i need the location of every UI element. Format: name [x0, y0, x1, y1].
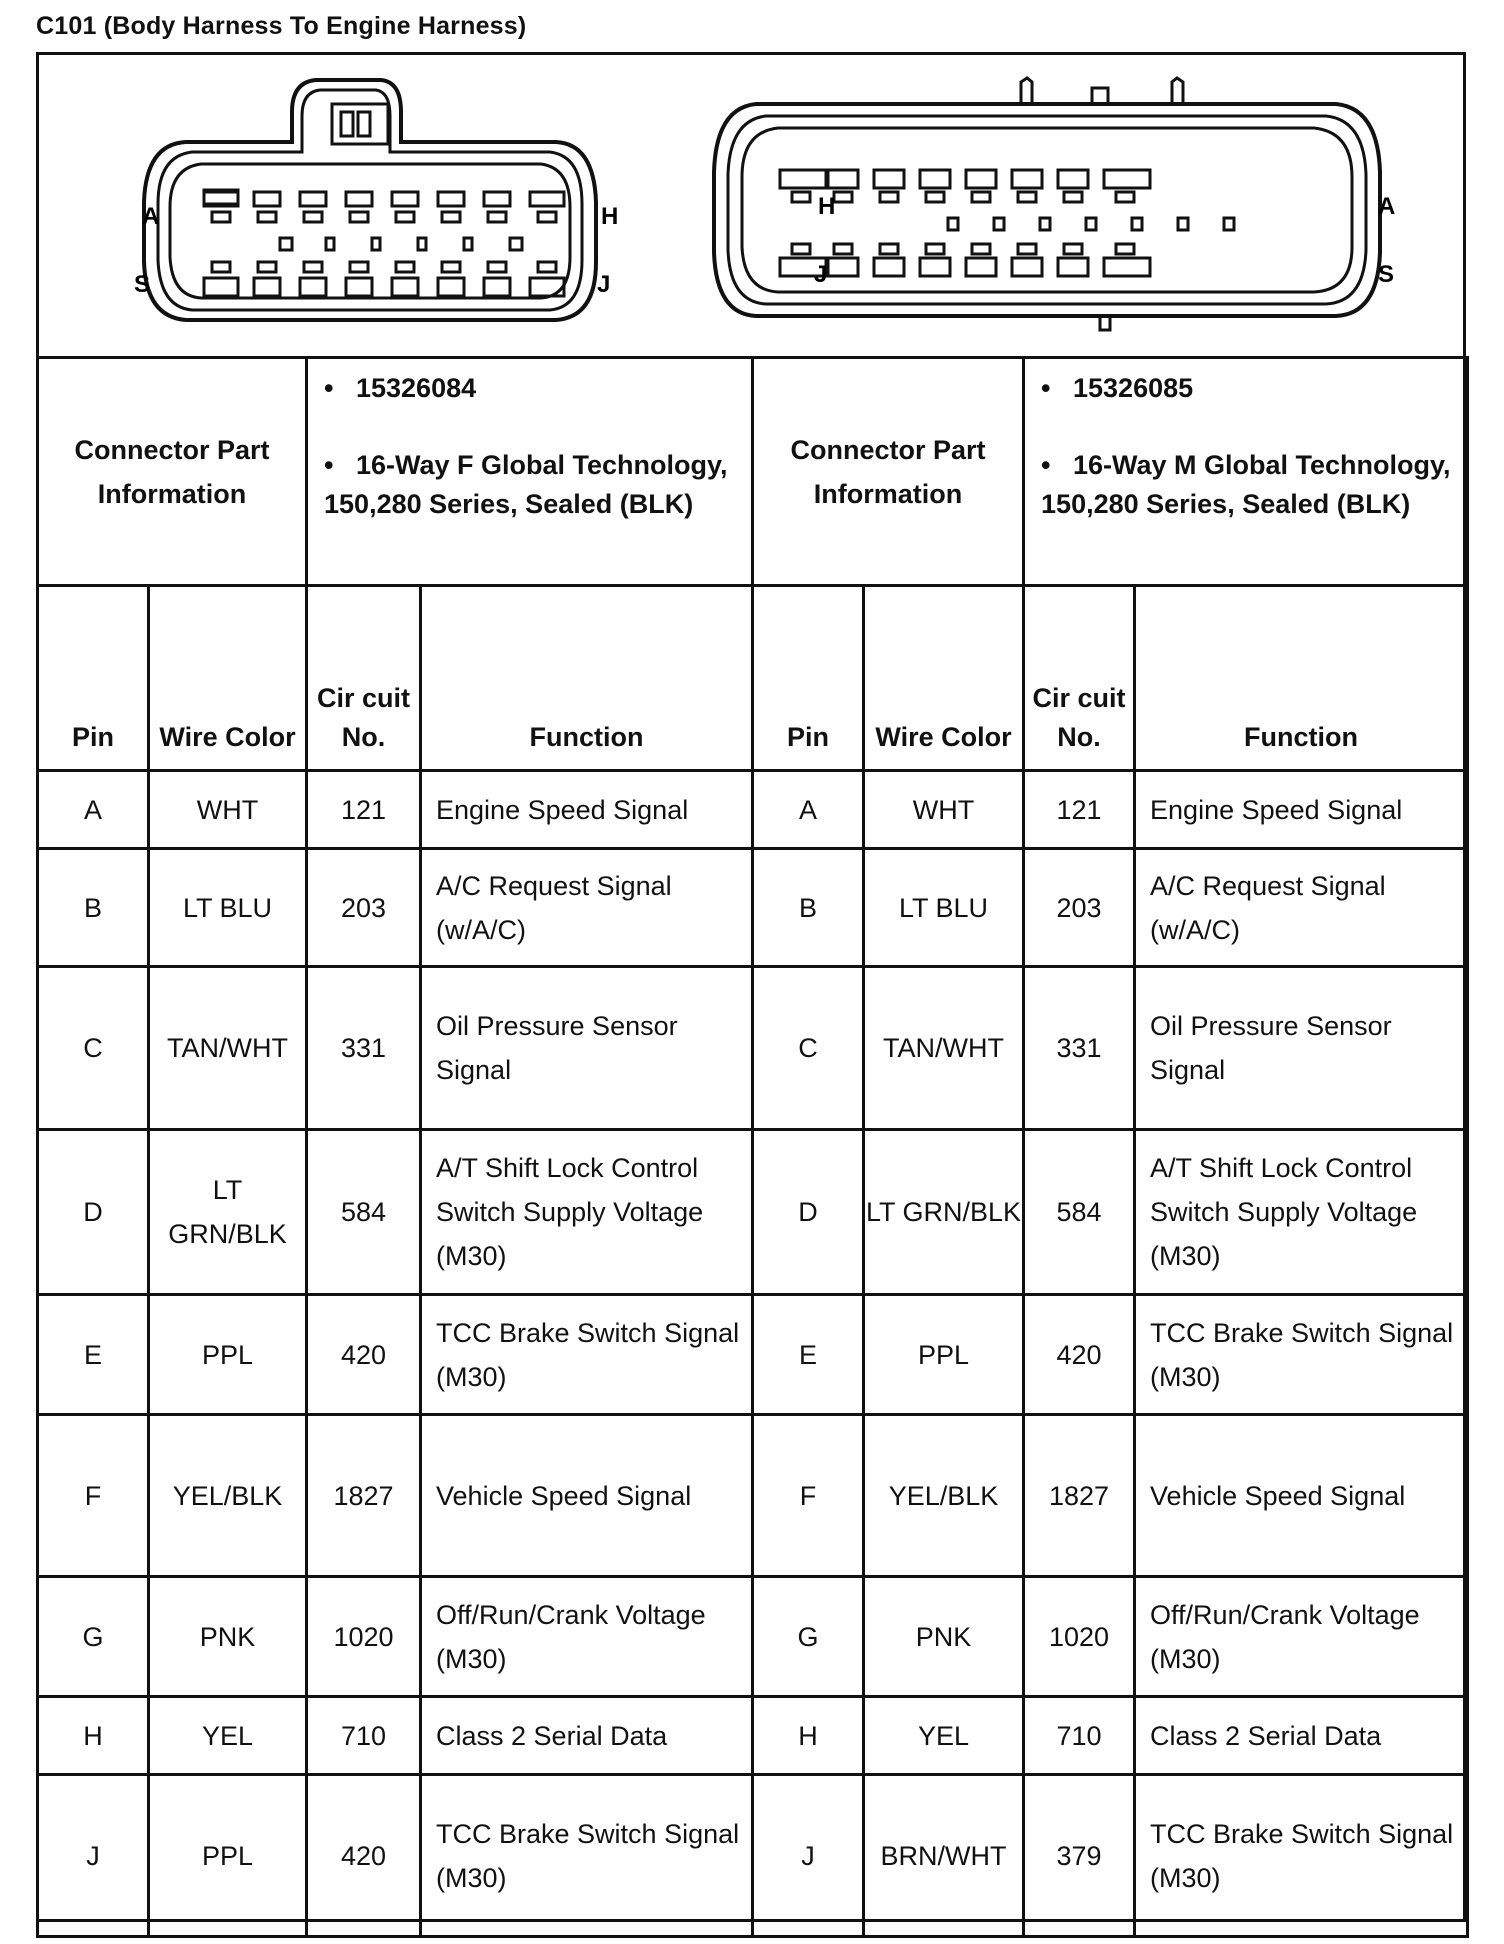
male-pin-label-h: H [818, 193, 836, 220]
cavity-pin-bottom [1064, 244, 1082, 254]
circuit-cell: 203 [307, 849, 421, 967]
male-pin-label-j: J [814, 261, 828, 288]
table-row [38, 1775, 1468, 1937]
cavity-mid [326, 238, 334, 250]
wire-color-cell: PPL [864, 1295, 1024, 1415]
pin-cell: F [753, 1415, 864, 1577]
circuit-cell: 1827 [1024, 1415, 1135, 1577]
cavity-bottom [920, 258, 950, 276]
cavity-bottom [1058, 258, 1088, 276]
function-cell: Off/Run/Crank Voltage (M30) [421, 1577, 753, 1697]
function-cell: TCC Brake Switch Signal (M30) [1135, 1775, 1468, 1937]
cavity-top [966, 170, 996, 188]
cavity-bottom [438, 278, 464, 296]
cavity-pin-top [304, 212, 322, 222]
male-pin-label-s: S [1378, 261, 1395, 288]
cavity-bottom [254, 278, 280, 296]
circuit-cell: 379 [1024, 1775, 1135, 1937]
female-pin-label-h: H [601, 203, 619, 230]
pin-cell: D [753, 1130, 864, 1295]
cavity-mid [280, 238, 292, 250]
cavity-pin-top [926, 192, 944, 202]
cavity-mid [994, 218, 1004, 230]
cavity-bottom [966, 258, 996, 276]
pin-cell: D [38, 1130, 149, 1295]
connector-diagrams [36, 52, 1466, 359]
cavity-bottom [530, 278, 564, 296]
pinout-table [36, 356, 1469, 1938]
function-cell: TCC Brake Switch Signal (M30) [1135, 1295, 1468, 1415]
cavity-mid [464, 238, 472, 250]
circuit-cell: 710 [1024, 1697, 1135, 1775]
cavity-bottom [204, 278, 238, 296]
header-circuit-no: Cir cuit No. [1024, 586, 1135, 771]
table-row [38, 1577, 1468, 1697]
wire-color-cell: WHT [864, 771, 1024, 849]
pin-cell: C [38, 967, 149, 1130]
cavity-bottom [874, 258, 904, 276]
connector-diagram-row [36, 52, 1466, 359]
cavity-pin-bottom [538, 262, 556, 272]
cavity-pin-bottom [258, 262, 276, 272]
circuit-cell: 331 [1024, 967, 1135, 1130]
cavity-pin-top [1018, 192, 1036, 202]
cavity-top [484, 192, 510, 206]
table-row [38, 849, 1468, 967]
pin-cell: A [38, 771, 149, 849]
cavity-pin-bottom [834, 244, 852, 254]
male-pin-label-a: A [1378, 193, 1396, 220]
cavity-mid [948, 218, 958, 230]
cavity-pin-top [442, 212, 460, 222]
cavity-pin-bottom [304, 262, 322, 272]
cavity-bottom [300, 278, 326, 296]
cavity-top [1058, 170, 1088, 188]
male-connector-drawing [714, 78, 1380, 330]
cavity-top [254, 192, 280, 206]
table-row [38, 1697, 1468, 1775]
cavity-top [920, 170, 950, 188]
function-cell: Vehicle Speed Signal [1135, 1415, 1468, 1577]
cavity-pin-top [1116, 192, 1134, 202]
cavity-bottom [484, 278, 510, 296]
wire-color-cell: YEL [864, 1697, 1024, 1775]
female-pin-label-a: A [142, 203, 160, 230]
connector-info-row [38, 358, 1468, 586]
cavity-pin-bottom [792, 244, 810, 254]
wire-color-cell: WHT [149, 771, 307, 849]
bullet: • [324, 450, 334, 480]
table-row [38, 771, 1468, 849]
pin-cell: G [753, 1577, 864, 1697]
connector-description-right: 16-Way M Global Technology, 150,280 Series, Sealed (BLK) [1041, 450, 1451, 519]
circuit-cell: 121 [307, 771, 421, 849]
pin-cell: J [38, 1775, 149, 1937]
connector-description-left: 16-Way F Global Technology, 150,280 Series, Sealed (BLK) [324, 450, 728, 519]
circuit-cell: 710 [307, 1697, 421, 1775]
function-cell: Engine Speed Signal [1135, 771, 1468, 849]
circuit-cell: 584 [307, 1130, 421, 1295]
cavity-mid [1132, 218, 1142, 230]
cavity-pin-top [880, 192, 898, 202]
cavity-bottom [1104, 258, 1150, 276]
cavity-top [780, 170, 826, 188]
pin-cell: B [38, 849, 149, 967]
cavity-top [300, 192, 326, 206]
pin-cell: F [38, 1415, 149, 1577]
cavity-pin-bottom [350, 262, 368, 272]
wire-color-cell: YEL/BLK [864, 1415, 1024, 1577]
part-number-left: 15326084 [355, 373, 477, 403]
function-cell: Vehicle Speed Signal [421, 1415, 753, 1577]
wire-color-cell: BRN/WHT [864, 1775, 1024, 1937]
circuit-cell: 1020 [1024, 1577, 1135, 1697]
function-cell: TCC Brake Switch Signal (M30) [421, 1775, 753, 1937]
table-row [38, 967, 1468, 1130]
table-row [38, 1130, 1468, 1295]
function-cell: A/C Request Signal (w/A/C) [421, 849, 753, 967]
cavity-pin-bottom [488, 262, 506, 272]
circuit-cell: 420 [1024, 1295, 1135, 1415]
header-circuit-no: Cir cuit No. [307, 586, 421, 771]
pin-cell: H [38, 1697, 149, 1775]
cavity-pin-bottom [1116, 244, 1134, 254]
cavity-mid [1086, 218, 1096, 230]
table-row [38, 1295, 1468, 1415]
cavity-pin-top [350, 212, 368, 222]
wire-color-cell: PNK [864, 1577, 1024, 1697]
function-cell: Oil Pressure Sensor Signal [421, 967, 753, 1130]
header-wire-color: Wire Color [864, 586, 1024, 771]
cavity-top [828, 170, 858, 188]
header-function: Function [1135, 586, 1468, 771]
function-cell: TCC Brake Switch Signal (M30) [421, 1295, 753, 1415]
wire-color-cell: YEL/BLK [149, 1415, 307, 1577]
cavity-pin-bottom [396, 262, 414, 272]
cavity-top [530, 192, 564, 206]
cavity-top [438, 192, 464, 206]
function-cell: A/C Request Signal (w/A/C) [1135, 849, 1468, 967]
bullet: • [324, 373, 334, 403]
document-title: C101 (Body Harness To Engine Harness) [36, 12, 527, 40]
female-pin-label-s: S [134, 271, 151, 298]
cavity-top [1104, 170, 1150, 188]
pin-cell: A [753, 771, 864, 849]
cavity-pin-top [258, 212, 276, 222]
wire-color-cell: TAN/WHT [864, 967, 1024, 1130]
cavity-mid [1040, 218, 1050, 230]
cavity-pin-bottom [442, 262, 460, 272]
connector-info-left [307, 358, 753, 586]
part-number-right: 15326085 [1073, 373, 1194, 403]
bullet: • [1041, 373, 1051, 403]
wire-color-cell: PPL [149, 1295, 307, 1415]
wire-color-cell: PPL [149, 1775, 307, 1937]
function-cell: A/T Shift Lock Control Switch Supply Voltage (M30) [1135, 1130, 1468, 1295]
cavity-pin-top [488, 212, 506, 222]
pin-cell: E [38, 1295, 149, 1415]
wire-color-cell: LT BLU [149, 849, 307, 967]
cavity-top [392, 192, 418, 206]
cavity-bottom [392, 278, 418, 296]
cavity-mid [510, 238, 522, 250]
pin-cell: E [753, 1295, 864, 1415]
wire-color-cell: TAN/WHT [149, 967, 307, 1130]
pin-cell: B [753, 849, 864, 967]
cavity-pin-top [972, 192, 990, 202]
cavity-bottom [1012, 258, 1042, 276]
cavity-pin-bottom [972, 244, 990, 254]
wire-color-cell: PNK [149, 1577, 307, 1697]
connector-info-right [1024, 358, 1468, 586]
header-wire-color: Wire Color [149, 586, 307, 771]
pin-cell: J [753, 1775, 864, 1937]
wire-color-cell: LT BLU [864, 849, 1024, 967]
cavity-pin-bottom [1018, 244, 1036, 254]
cavity-top [346, 192, 372, 206]
function-cell: Class 2 Serial Data [421, 1697, 753, 1775]
circuit-cell: 420 [307, 1295, 421, 1415]
circuit-cell: 121 [1024, 771, 1135, 849]
pin-cell: H [753, 1697, 864, 1775]
pin-cell: G [38, 1577, 149, 1697]
circuit-cell: 331 [307, 967, 421, 1130]
cavity-pin-top [538, 212, 556, 222]
cavity-pin-top [396, 212, 414, 222]
cavity-mid [1224, 218, 1234, 230]
wire-color-cell: LT GRN/BLK [149, 1130, 307, 1295]
cavity-top [1012, 170, 1042, 188]
cavity-pin-top [792, 192, 810, 202]
cavity-top [874, 170, 904, 188]
header-pin: Pin [753, 586, 864, 771]
pin-cell: C [753, 967, 864, 1130]
circuit-cell: 584 [1024, 1130, 1135, 1295]
header-function: Function [421, 586, 753, 771]
circuit-cell: 420 [307, 1775, 421, 1937]
header-pin: Pin [38, 586, 149, 771]
cavity-mid [372, 238, 380, 250]
function-cell: Engine Speed Signal [421, 771, 753, 849]
wire-color-cell: YEL [149, 1697, 307, 1775]
circuit-cell: 203 [1024, 849, 1135, 967]
cavity-bottom [828, 258, 858, 276]
function-cell: A/T Shift Lock Control Switch Supply Voltage (M30) [421, 1130, 753, 1295]
cavity-pin-bottom [212, 262, 230, 272]
cavity-bottom [346, 278, 372, 296]
column-header-row [38, 586, 1468, 771]
cavity-pin-top [212, 212, 230, 222]
cavity-pin-top [1064, 192, 1082, 202]
cavity-mid [418, 238, 426, 250]
table-row [38, 1415, 1468, 1577]
connector-info-label-left: Connector Part Information [38, 358, 307, 586]
female-connector-drawing [144, 80, 596, 320]
female-pin-label-j: J [597, 271, 611, 298]
wire-color-cell: LT GRN/BLK [864, 1130, 1024, 1295]
cavity-mid [1178, 218, 1188, 230]
circuit-cell: 1020 [307, 1577, 421, 1697]
function-cell: Class 2 Serial Data [1135, 1697, 1468, 1775]
function-cell: Off/Run/Crank Voltage (M30) [1135, 1577, 1468, 1697]
cavity-pin-bottom [880, 244, 898, 254]
connector-info-label-right: Connector Part Information [753, 358, 1024, 586]
cavity-pin-bottom [926, 244, 944, 254]
cavity-pin-top [834, 192, 852, 202]
function-cell: Oil Pressure Sensor Signal [1135, 967, 1468, 1130]
circuit-cell: 1827 [307, 1415, 421, 1577]
bullet: • [1041, 450, 1051, 480]
